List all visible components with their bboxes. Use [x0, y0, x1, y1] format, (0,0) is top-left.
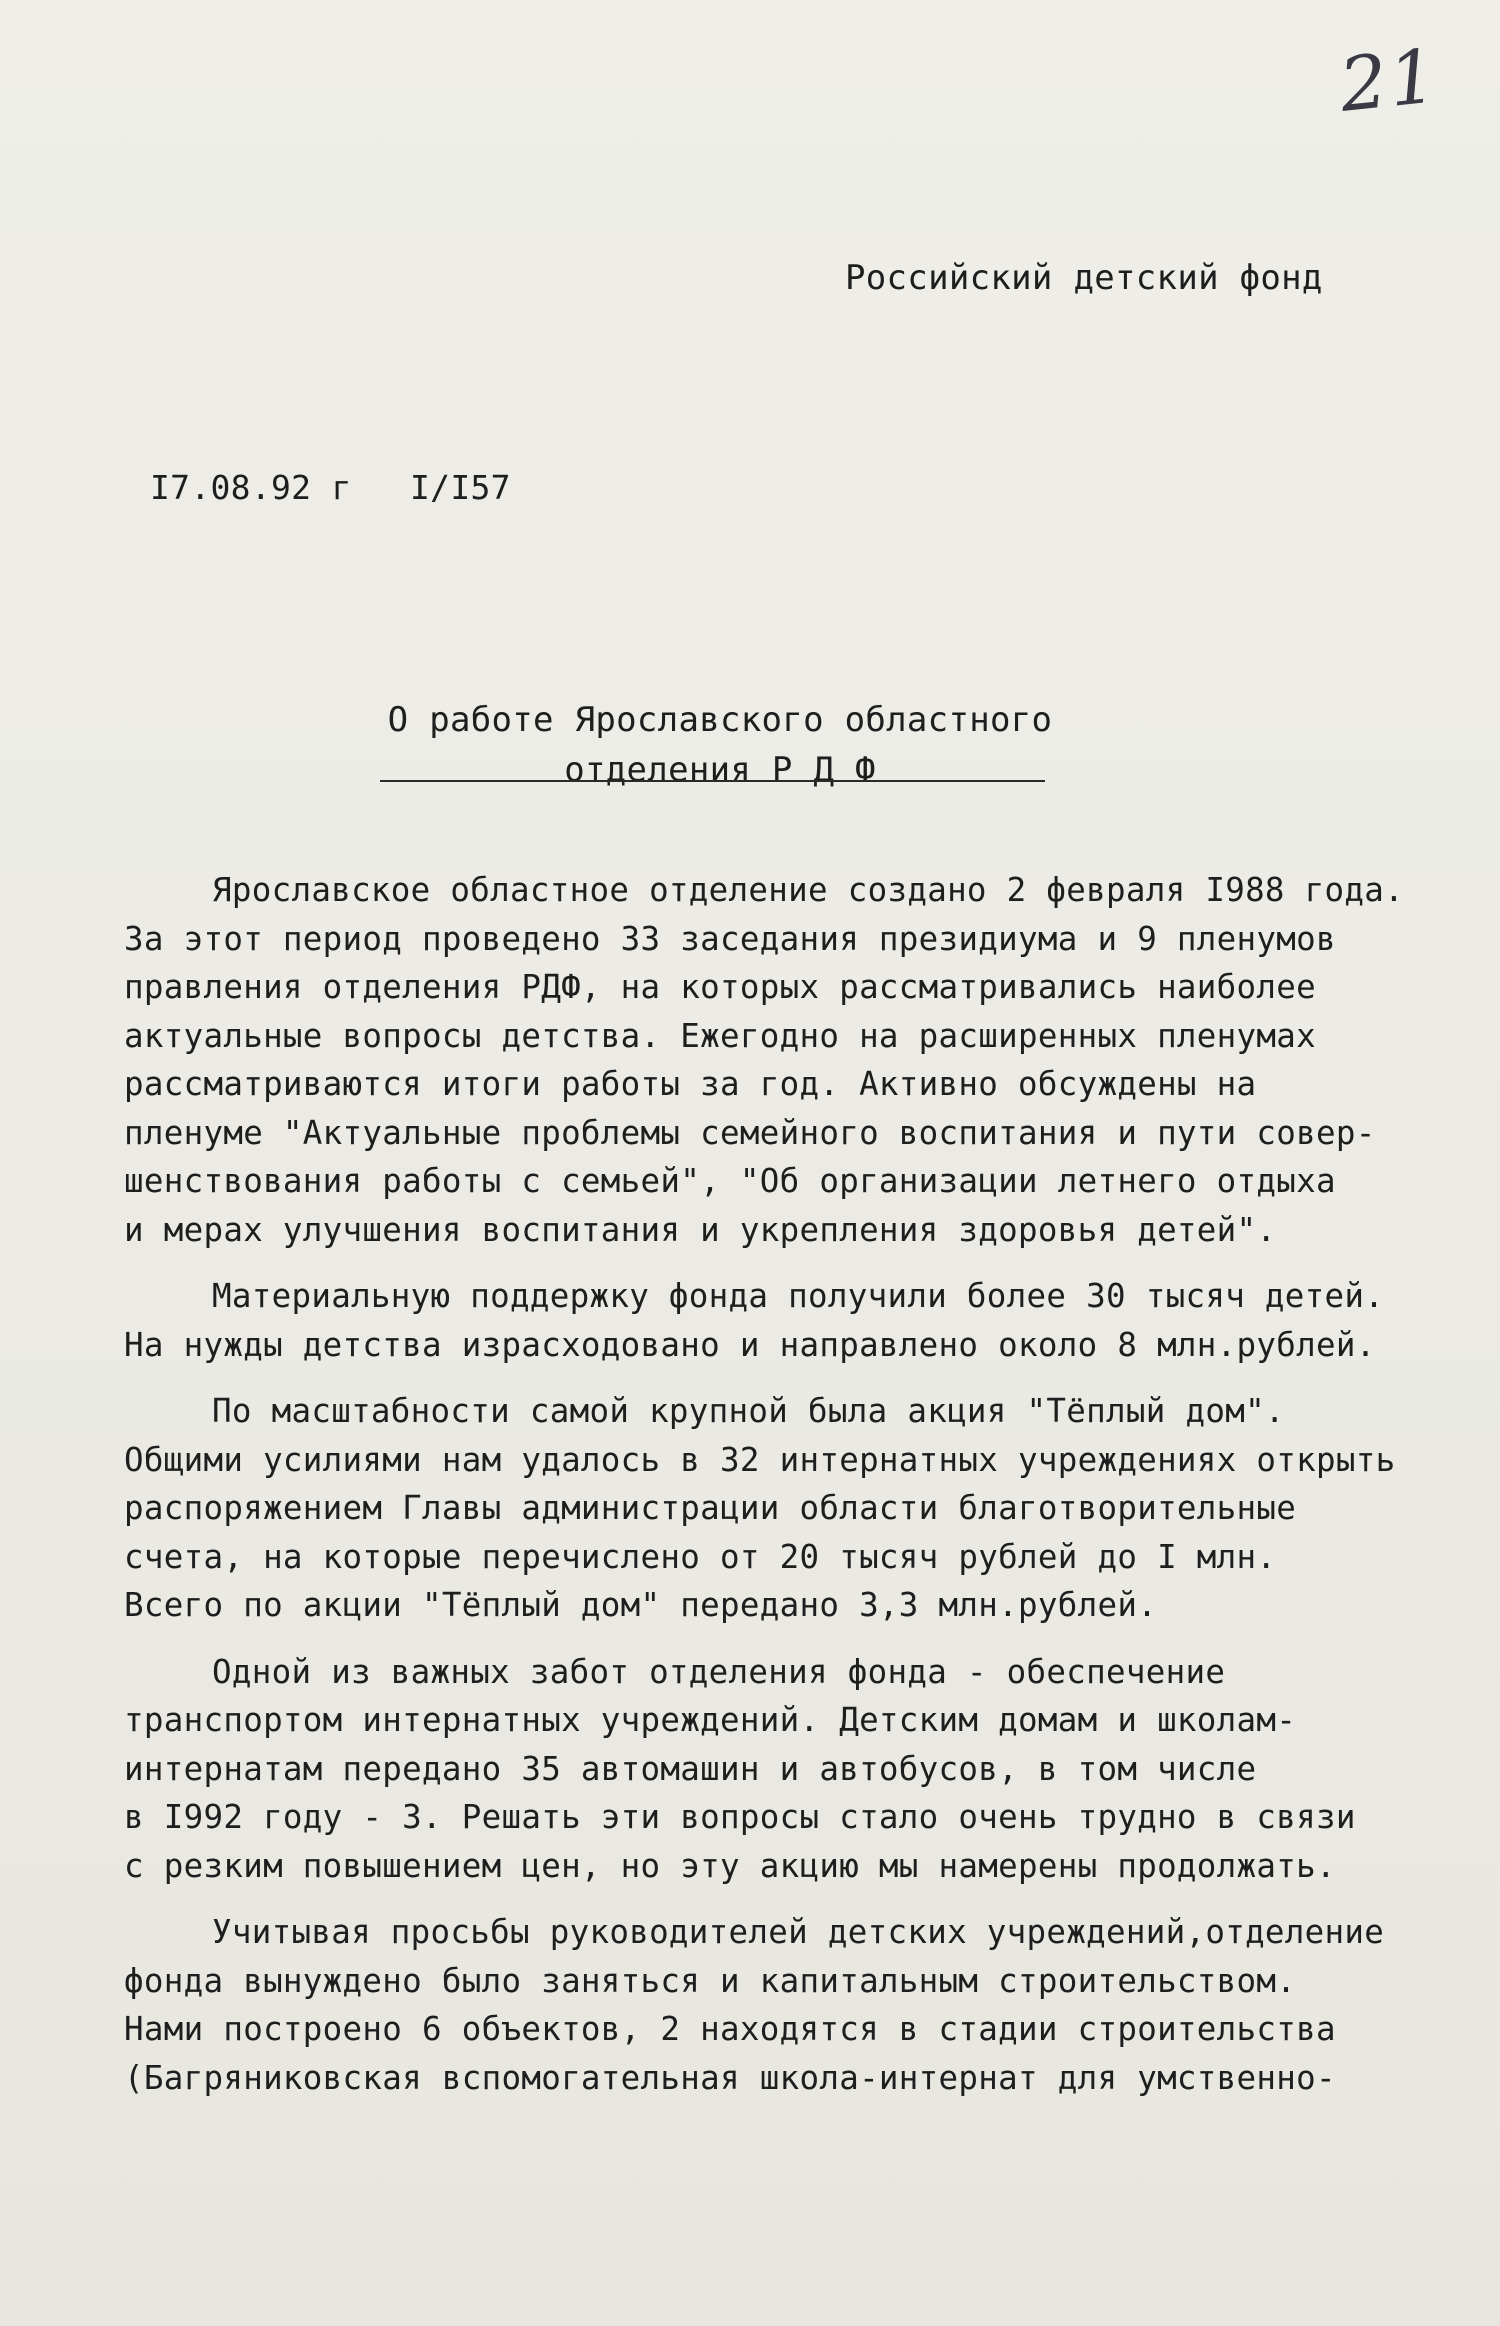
- text-line: (Багряниковская вспомогательная школа-интернат для умственно-: [124, 2058, 1336, 2097]
- paragraph-1: [124, 866, 1464, 1254]
- text-line: правления отделения РДФ, на которых рассматривались наиболее: [124, 968, 1316, 1006]
- text-line: По масштабности самой крупной была акция "Тёплый дом".: [212, 1392, 1285, 1430]
- title-line-1: О работе Ярославского областного: [387, 700, 1053, 740]
- text-line: За этот период проведено 33 заседания президиума и 9 пленумов: [124, 919, 1336, 958]
- document-body: [124, 866, 1464, 2120]
- text-line: Всего по акции "Тёплый дом" передано 3,3 млн.рублей.: [124, 1586, 1158, 1624]
- document-date: I7.08.92 г: [150, 468, 352, 507]
- paragraph-3: [124, 1387, 1464, 1630]
- text-line: фонда вынуждено было заняться и капитальным строительством.: [124, 1961, 1297, 2000]
- text-line: счета, на которые перечислено от 20 тысяч рублей до I млн.: [124, 1537, 1277, 1576]
- title-line-2: отделения Р Д Ф: [564, 750, 876, 790]
- text-line: Материальную поддержку фонда получили более 30 тысяч детей.: [212, 1277, 1385, 1315]
- text-line: Общими усилиями нам удалось в 32 интернатных учреждениях открыть: [124, 1440, 1396, 1479]
- paragraph-4: [124, 1648, 1464, 1891]
- text-line: актуальные вопросы детства. Ежегодно на расширенных пленумах: [124, 1016, 1316, 1055]
- handwritten-page-number: 21: [1335, 33, 1443, 129]
- text-line: и мерах улучшения воспитания и укрепления здоровья детей".: [124, 1210, 1277, 1249]
- title-underline: [380, 780, 1045, 782]
- paragraph-2: [124, 1272, 1464, 1369]
- text-line: Учитывая просьбы руководителей детских учреждений,отделение: [212, 1913, 1385, 1951]
- text-line: распоряжением Главы администрации области благотворительные: [124, 1489, 1297, 1527]
- text-line: транспортом интернатных учреждений. Детским домам и школам-: [124, 1701, 1297, 1739]
- text-line: Ярославское областное отделение создано 2 февраля I988 года.: [212, 871, 1404, 909]
- text-line: интернатам передано 35 автомашин и автобусов, в том числе: [124, 1749, 1257, 1788]
- text-line: в I992 году - 3. Решать эти вопросы стало очень трудно в связи: [124, 1798, 1356, 1836]
- text-line: Нами построено 6 объектов, 2 находятся в стадии строительства: [124, 2010, 1336, 2048]
- text-line: пленуме "Актуальные проблемы семейного воспитания и пути совер-: [124, 1113, 1376, 1152]
- organization-name: Российский детский фонд: [845, 258, 1323, 298]
- paragraph-5: [124, 1908, 1464, 2102]
- text-line: с резким повышением цен, но эту акцию мы намерены продолжать.: [124, 1846, 1336, 1885]
- text-line: шенствования работы с семьей", "Об организации летнего отдыха: [124, 1162, 1336, 1200]
- text-line: рассматриваются итоги работы за год. Активно обсуждены на: [124, 1065, 1257, 1103]
- text-line: На нужды детства израсходовано и направлено около 8 млн.рублей.: [124, 1325, 1376, 1364]
- document-number: I/I57: [410, 468, 511, 507]
- text-line: Одной из важных забот отделения фонда - обеспечение: [212, 1652, 1226, 1691]
